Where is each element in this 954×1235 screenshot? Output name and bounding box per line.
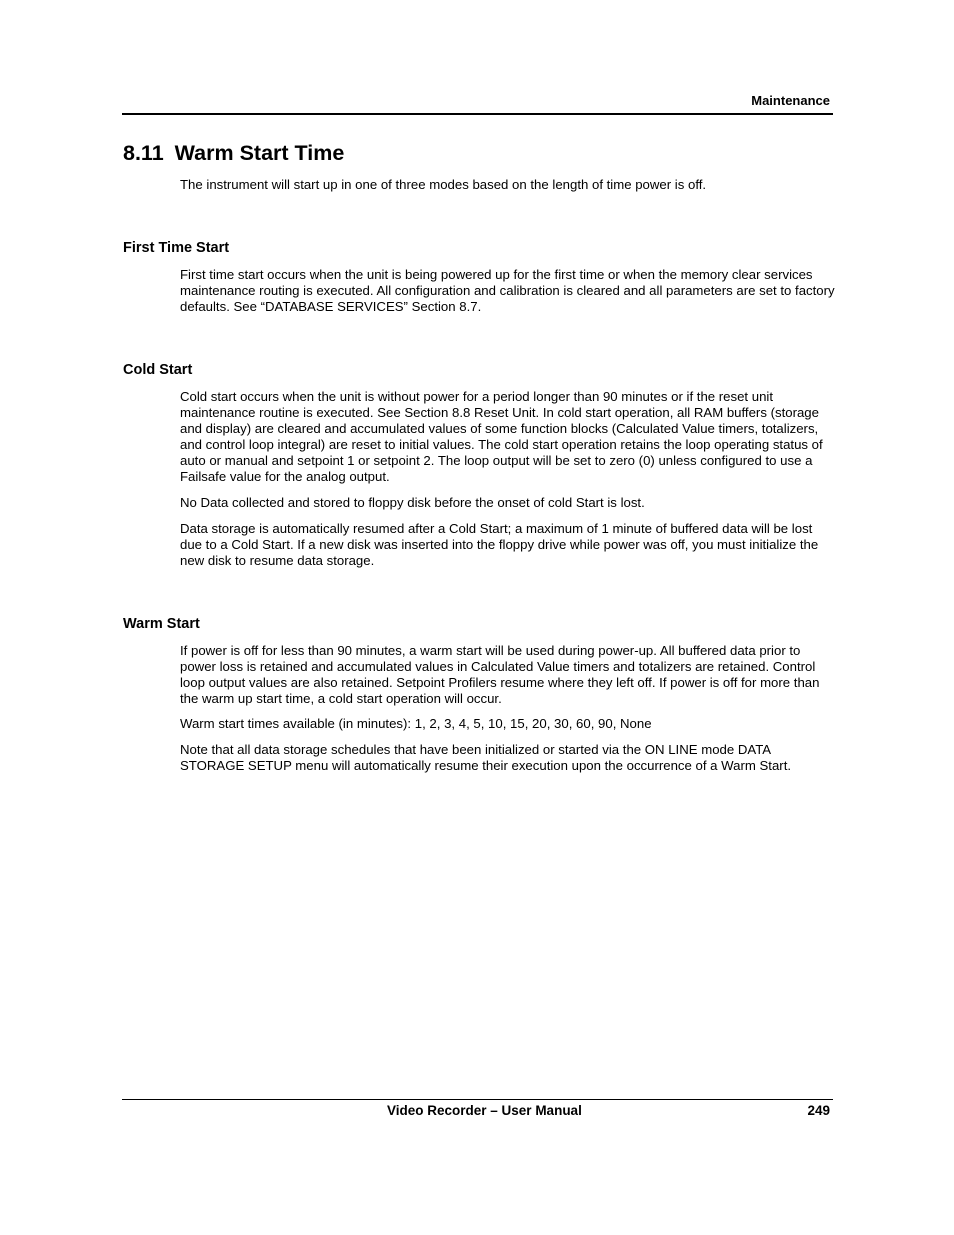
page-number: 249 [807,1103,830,1118]
footer-title: Video Recorder – User Manual [387,1103,582,1118]
warm-start-paragraph-3: Note that all data storage schedules that have been initialized or started via the ON LINE mode DATA STORAGE SETUP menu will automatically resume their execution upon the occurrence of a Warm Start. [180,742,792,773]
cold-start-paragraph-1: Cold start occurs when the unit is without power for a period longer than 90 minutes or if the reset unit maintenance routine is executed. See Section 8.8 Reset Unit. In cold start operation, all RAM buffers (storage and display) are cleared and accumulated values of some function blocks (Calculated Value timers, totalizers, and control loop integral) are reset to initial values. The cold start operation retains the loop operating status of auto or manual and setpoint 1 or setpoint 2. The loop output will be set to zero (0) unless configured to use a Failsafe value for the analog output. [180,389,823,484]
section-number: 8.11 [123,141,164,165]
heading-first-time-start: First Time Start [123,240,230,256]
heading-cold-start: Cold Start [123,362,193,378]
heading-warm-start: Warm Start [123,616,200,632]
running-header: Maintenance [751,93,830,108]
cold-start-paragraph-2: No Data collected and stored to floppy disk before the onset of cold Start is lost. [180,495,645,510]
section-title [123,141,344,166]
intro-paragraph: The instrument will start up in one of three modes based on the length of time power is off. [180,177,707,192]
warm-start-times: Warm start times available (in minutes): 1, 2, 3, 4, 5, 10, 15, 20, 30, 60, 90, None [180,716,652,731]
warm-start-paragraph-1: If power is off for less than 90 minutes, a warm start will be used during power-up. All buffered data prior to power loss is retained and accumulated values in Calculated Value timers and totalizers are retained. Control loop output values are also retained. Setpoint Profilers resume where they left off. If power is off for more than the warm up start time, a cold start operation will occur. [180,643,820,706]
section-title-text: Warm Start Time [174,141,345,165]
first-time-start-paragraph: First time start occurs when the unit is being powered up for the first time or when the memory clear services maintenance routing is executed. All configuration and calibration is cleared and all parameters are set to factory defaults. See “DATABASE SERVICES” Section 8.7. [180,267,835,314]
footer-rule [122,1099,833,1100]
cold-start-paragraph-3: Data storage is automatically resumed after a Cold Start; a maximum of 1 minute of buffered data will be lost due to a Cold Start. If a new disk was inserted into the floppy drive while power was off, you must initialize the new disk to resume data storage. [180,521,819,568]
header-rule [122,113,833,115]
